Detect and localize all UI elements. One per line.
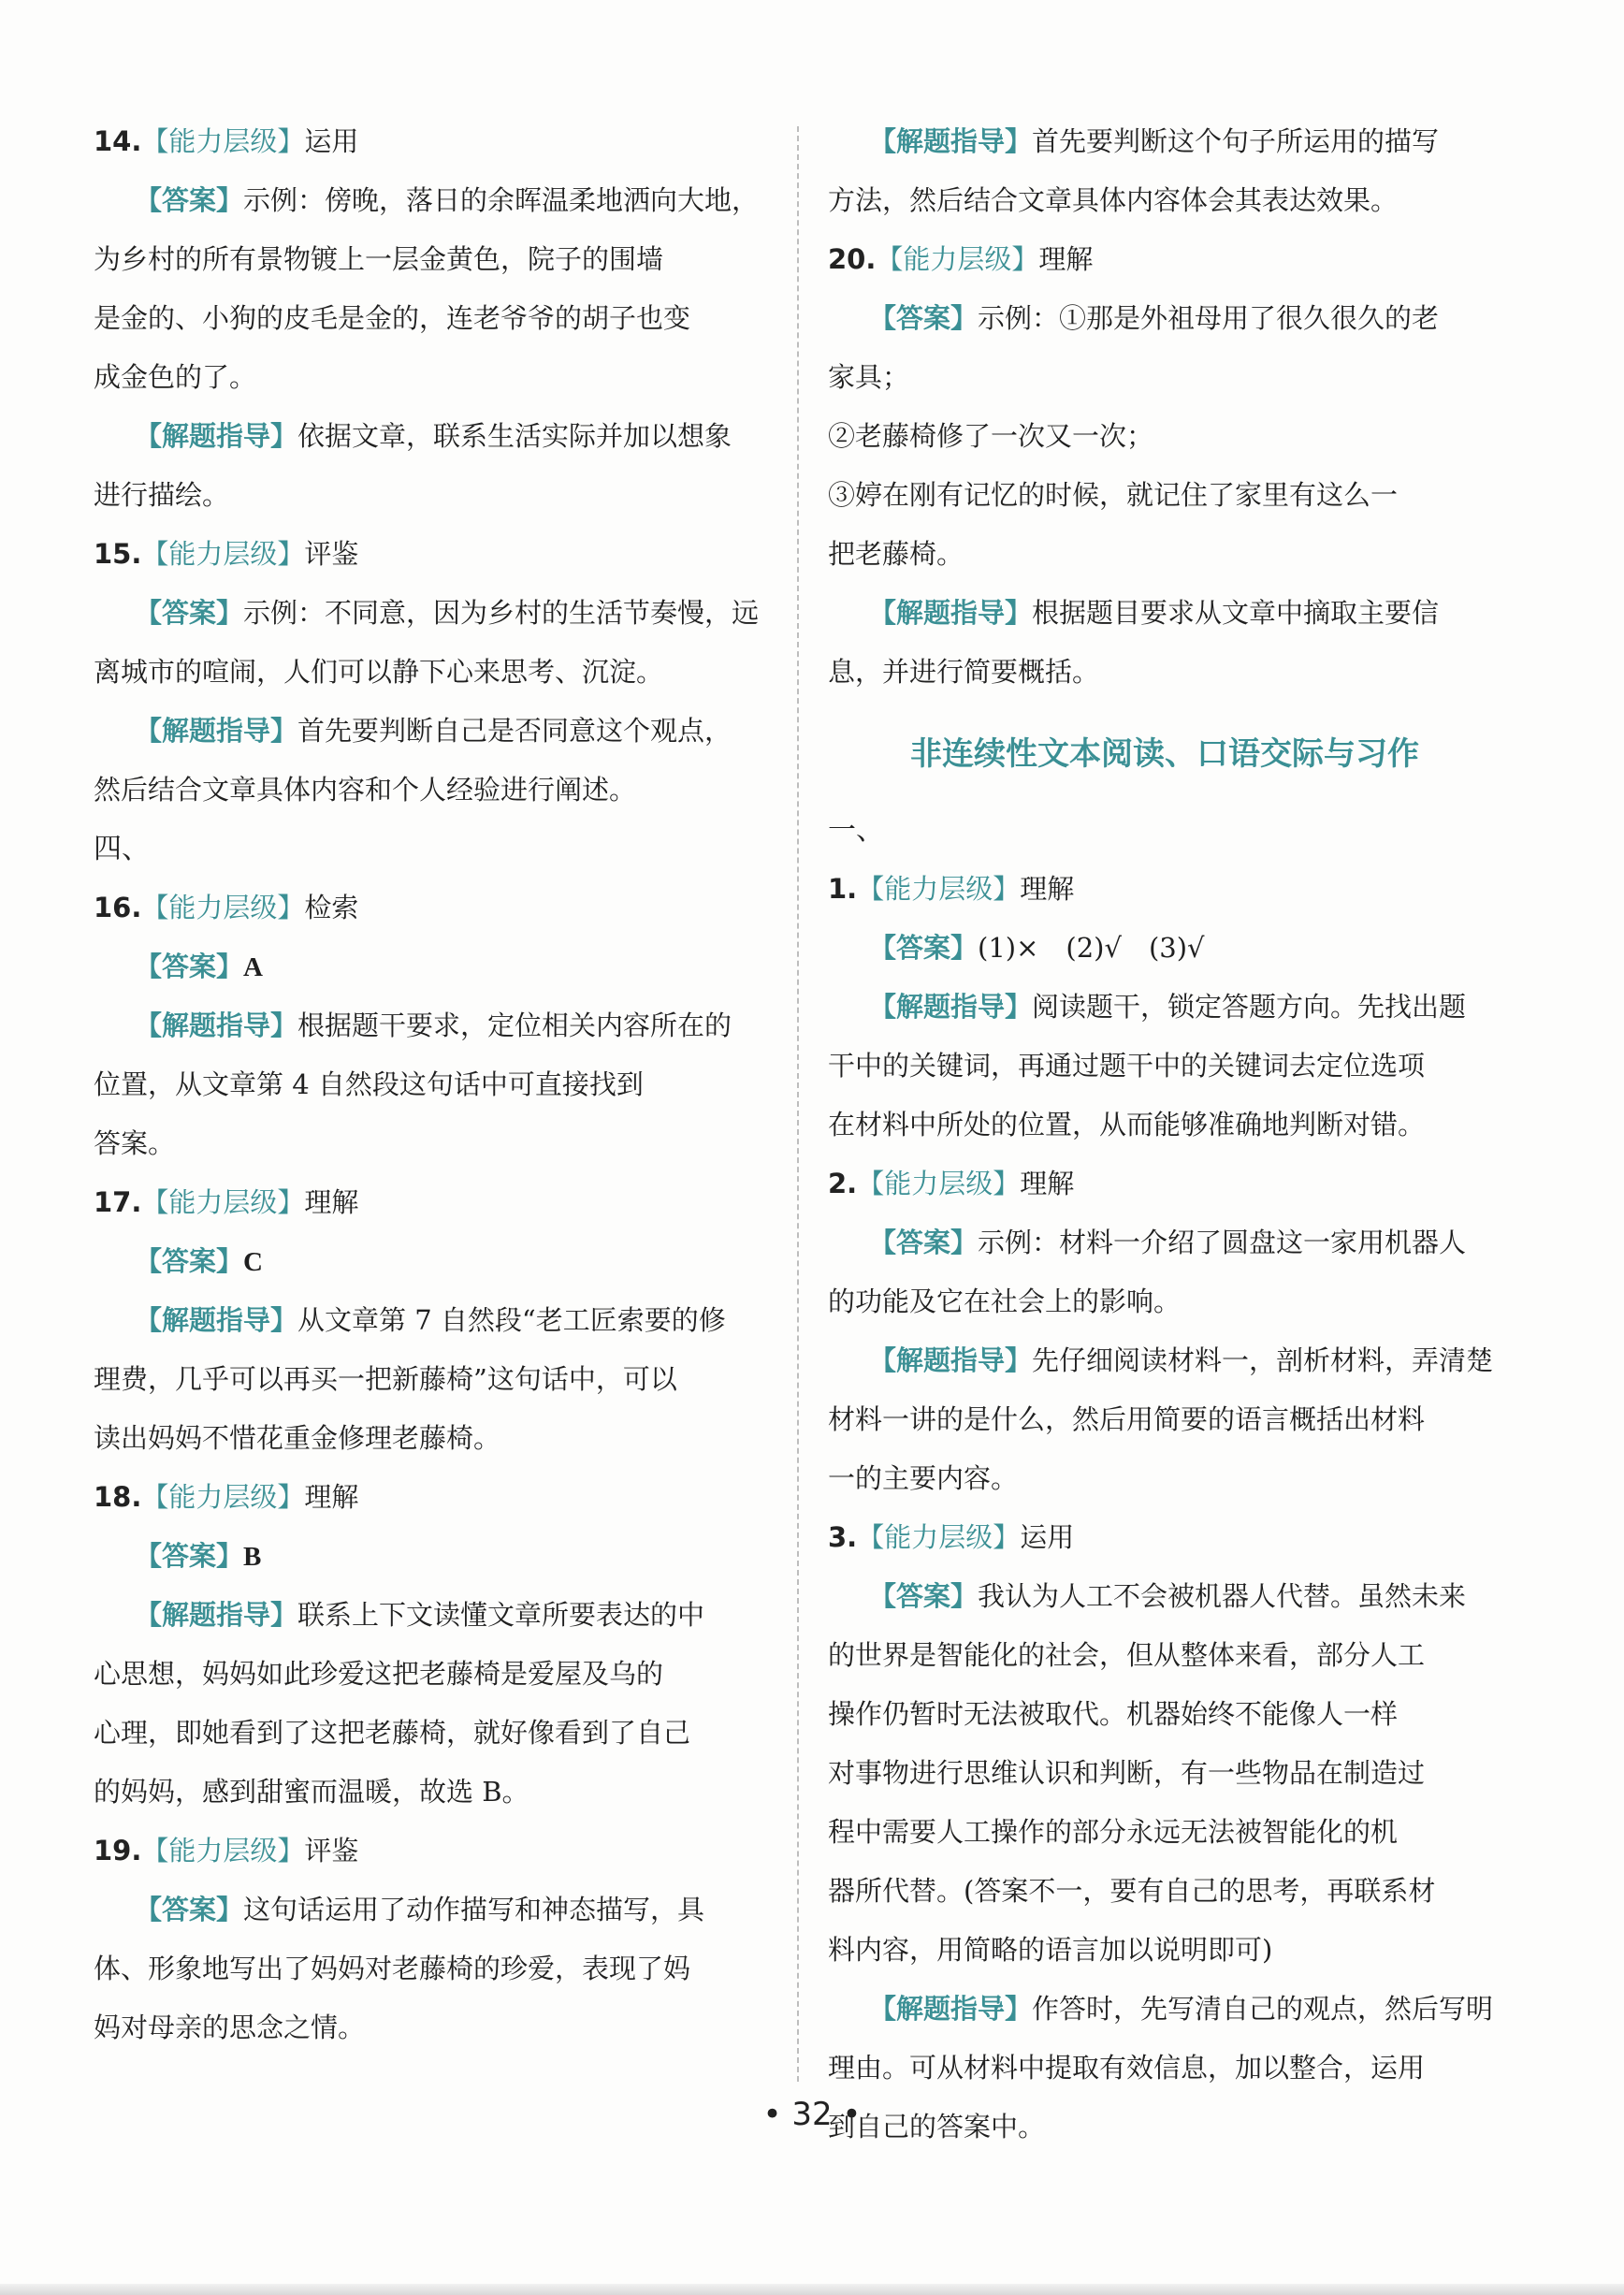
level-tag: 【能力层级】 bbox=[857, 873, 1021, 905]
level-tag: 【能力层级】 bbox=[141, 1481, 305, 1513]
question-16 bbox=[94, 879, 767, 1173]
answer-line: 的功能及它在社会上的影响。 bbox=[828, 1285, 1182, 1317]
answer-line: 是金的、小狗的皮毛是金的，连老爷爷的胡子也变 bbox=[94, 302, 691, 334]
answer-tag: 【答案】 bbox=[869, 932, 979, 964]
guide-line: 心思想，妈妈如此珍爱这把老藤椅是爱屋及乌的 bbox=[94, 1658, 664, 1690]
guide-line bbox=[828, 978, 1501, 1037]
answer-line bbox=[94, 1232, 767, 1291]
guide-line bbox=[828, 584, 1501, 643]
answer-line: 离城市的喧闹，人们可以静下心来思考、沉淀。 bbox=[94, 656, 664, 688]
question-14 bbox=[94, 112, 767, 525]
guide-line: 材料一讲的是什么，然后用简要的语言概括出材料 bbox=[828, 1403, 1426, 1435]
answer-line: 妈对母亲的思念之情。 bbox=[94, 2012, 366, 2043]
section-heading: 一、 bbox=[828, 814, 884, 847]
answer-line bbox=[828, 919, 1501, 978]
answer-line: 为乡村的所有景物镀上一层金黄色，院子的围墙 bbox=[94, 243, 664, 275]
answer-line: ③婷在刚有记忆的时候，就记住了家里有这么一 bbox=[828, 479, 1399, 511]
level-value: 检索 bbox=[304, 892, 359, 923]
section-heading: 四、 bbox=[94, 833, 150, 865]
answer-line: 家具； bbox=[828, 361, 910, 393]
level-tag: 【能力层级】 bbox=[141, 538, 305, 570]
level-value: 理解 bbox=[304, 1186, 359, 1218]
level-tag: 【能力层级】 bbox=[141, 892, 305, 923]
guide-line: 干中的关键词，再通过题干中的关键词去定位选项 bbox=[828, 1050, 1426, 1082]
question-header bbox=[94, 112, 767, 171]
answer-line: ②老藤椅修了一次又一次； bbox=[828, 420, 1154, 452]
question-number: 15. bbox=[94, 538, 142, 570]
answer-line: 器所代替。(答案不一，要有自己的思考，再联系材 bbox=[828, 1875, 1436, 1907]
answer-choice: C bbox=[243, 1247, 263, 1277]
answer-line bbox=[828, 1567, 1501, 1626]
level-value: 理解 bbox=[304, 1481, 359, 1513]
guide-text: 阅读题干，锁定答题方向。先找出题 bbox=[1032, 991, 1467, 1023]
answer-text: 示例：傍晚，落日的余晖温柔地洒向大地， bbox=[243, 184, 760, 216]
answer-tag: 【答案】 bbox=[135, 951, 244, 982]
guide-text: 联系上下文读懂文章所要表达的中 bbox=[297, 1599, 705, 1631]
guide-line bbox=[94, 1291, 767, 1350]
question-r3 bbox=[828, 1508, 1501, 2157]
guide-line: 理由。可从材料中提取有效信息，加以整合，运用 bbox=[828, 2052, 1426, 2084]
guide-tag: 【解题指导】 bbox=[135, 1599, 298, 1631]
answer-tag: 【答案】 bbox=[135, 597, 244, 629]
question-number: 16. bbox=[94, 892, 142, 923]
section-title: 非连续性文本阅读、口语交际与习作 bbox=[910, 735, 1419, 773]
guide-tag: 【解题指导】 bbox=[869, 597, 1033, 629]
right-column bbox=[828, 112, 1501, 2157]
question-header bbox=[828, 230, 1501, 289]
question-header bbox=[828, 1508, 1501, 1567]
answer-tag: 【答案】 bbox=[869, 1227, 979, 1258]
level-value: 评鉴 bbox=[304, 1835, 359, 1867]
answer-line bbox=[94, 171, 767, 230]
question-header bbox=[828, 860, 1501, 919]
answer-tag: 【答案】 bbox=[135, 1894, 244, 1925]
guide-text: 作答时，先写清自己的观点，然后写明 bbox=[1032, 1993, 1494, 2025]
guide-line: 息，并进行简要概括。 bbox=[828, 656, 1100, 688]
question-number: 2. bbox=[828, 1168, 858, 1199]
answer-text: 我认为人工不会被机器人代替。虽然未来 bbox=[978, 1580, 1467, 1612]
guide-line bbox=[94, 702, 767, 761]
guide-text: 根据题目要求从文章中摘取主要信 bbox=[1032, 597, 1440, 629]
level-tag: 【能力层级】 bbox=[141, 125, 305, 157]
level-tag: 【能力层级】 bbox=[141, 1835, 305, 1867]
answer-text: 示例：材料一介绍了圆盘这一家用机器人 bbox=[978, 1227, 1467, 1258]
question-number: 17. bbox=[94, 1186, 142, 1218]
bottom-edge-shadow bbox=[0, 2284, 1624, 2295]
question-header bbox=[828, 1155, 1501, 1213]
guide-text: 先仔细阅读材料一，剖析材料，弄清楚 bbox=[1032, 1344, 1494, 1376]
guide-line: 进行描绘。 bbox=[94, 479, 230, 511]
guide-line: 理费，几乎可以再买一把新藤椅”这句话中，可以 bbox=[94, 1363, 677, 1395]
guide-tag: 【解题指导】 bbox=[869, 1344, 1033, 1376]
guide-tag: 【解题指导】 bbox=[135, 1304, 298, 1336]
guide-line bbox=[828, 1331, 1501, 1390]
level-tag: 【能力层级】 bbox=[141, 1186, 305, 1218]
answer-line bbox=[828, 1213, 1501, 1272]
guide-line: 方法，然后结合文章具体内容体会其表达效果。 bbox=[828, 184, 1399, 216]
level-value: 理解 bbox=[1038, 243, 1094, 275]
guide-tag: 【解题指导】 bbox=[869, 125, 1033, 157]
question-19 bbox=[94, 1822, 767, 2057]
answer-text: 示例：不同意，因为乡村的生活节奏慢，远 bbox=[243, 597, 760, 629]
guide-line bbox=[94, 407, 767, 466]
level-tag: 【能力层级】 bbox=[876, 243, 1039, 275]
answer-text: (1)× (2)√ (3)√ bbox=[978, 932, 1205, 964]
question-18 bbox=[94, 1468, 767, 1822]
question-number: 14. bbox=[94, 125, 142, 157]
question-r1 bbox=[828, 860, 1501, 1155]
guide-line: 答案。 bbox=[94, 1127, 176, 1159]
answer-line: 体、形象地写出了妈妈对老藤椅的珍爱，表现了妈 bbox=[94, 1953, 691, 1984]
answer-line: 程中需要人工操作的部分永远无法被智能化的机 bbox=[828, 1816, 1399, 1848]
question-header bbox=[94, 525, 767, 584]
answer-text: 示例：①那是外祖母用了很久很久的老 bbox=[978, 302, 1440, 334]
answer-text: 这句话运用了动作描写和神态描写，具 bbox=[243, 1894, 705, 1925]
question-19-guide bbox=[828, 112, 1501, 230]
guide-line: 然后结合文章具体内容和个人经验进行阐述。 bbox=[94, 774, 637, 806]
answer-choice: B bbox=[243, 1542, 262, 1572]
question-header bbox=[94, 879, 767, 937]
answer-line bbox=[828, 289, 1501, 348]
answer-line: 对事物进行思维认识和判断，有一些物品在制造过 bbox=[828, 1757, 1426, 1789]
guide-text: 首先要判断这个句子所运用的描写 bbox=[1032, 125, 1440, 157]
guide-line bbox=[828, 1980, 1501, 2039]
guide-tag: 【解题指导】 bbox=[869, 991, 1033, 1023]
guide-text: 依据文章，联系生活实际并加以想象 bbox=[297, 420, 732, 452]
guide-line bbox=[94, 996, 767, 1055]
guide-line: 心理，即她看到了这把老藤椅，就好像看到了自己 bbox=[94, 1717, 691, 1749]
answer-line bbox=[94, 937, 767, 996]
question-header bbox=[94, 1822, 767, 1881]
answer-line: 操作仍暂时无法被取代。机器始终不能像人一样 bbox=[828, 1698, 1399, 1730]
guide-line: 位置，从文章第 4 自然段这句话中可直接找到 bbox=[94, 1068, 644, 1100]
level-value: 理解 bbox=[1020, 873, 1075, 905]
page-number: • 32 • bbox=[762, 2096, 862, 2133]
question-15 bbox=[94, 525, 767, 820]
answer-line bbox=[94, 584, 767, 643]
guide-line: 在材料中所处的位置，从而能够准确地判断对错。 bbox=[828, 1109, 1426, 1140]
answer-line: 把老藤椅。 bbox=[828, 538, 964, 570]
answer-tag: 【答案】 bbox=[869, 1580, 979, 1612]
level-tag: 【能力层级】 bbox=[857, 1168, 1021, 1199]
guide-tag: 【解题指导】 bbox=[135, 420, 298, 452]
guide-tag: 【解题指导】 bbox=[135, 1010, 298, 1041]
question-17 bbox=[94, 1173, 767, 1468]
answer-tag: 【答案】 bbox=[135, 1245, 244, 1277]
question-number: 20. bbox=[828, 243, 877, 275]
answer-tag: 【答案】 bbox=[135, 184, 244, 216]
guide-line: 读出妈妈不惜花重金修理老藤椅。 bbox=[94, 1422, 501, 1454]
answer-tag: 【答案】 bbox=[869, 302, 979, 334]
level-value: 运用 bbox=[304, 125, 359, 157]
question-number: 1. bbox=[828, 873, 858, 905]
column-divider bbox=[797, 126, 799, 2082]
guide-tag: 【解题指导】 bbox=[135, 715, 298, 747]
question-number: 18. bbox=[94, 1481, 142, 1513]
answer-line: 成金色的了。 bbox=[94, 361, 257, 393]
question-r2 bbox=[828, 1155, 1501, 1508]
answer-line: 的世界是智能化的社会，但从整体来看，部分人工 bbox=[828, 1639, 1426, 1671]
guide-text: 首先要判断自己是否同意这个观点， bbox=[297, 715, 732, 747]
guide-line bbox=[94, 1586, 767, 1645]
level-value: 运用 bbox=[1020, 1521, 1075, 1553]
guide-tag: 【解题指导】 bbox=[869, 1993, 1033, 2025]
answer-choice: A bbox=[243, 952, 263, 982]
question-number: 3. bbox=[828, 1521, 858, 1553]
answer-tag: 【答案】 bbox=[135, 1540, 244, 1572]
answer-line bbox=[94, 1881, 767, 1939]
guide-text: 从文章第 7 自然段“老工匠索要的修 bbox=[297, 1304, 726, 1336]
level-value: 评鉴 bbox=[304, 538, 359, 570]
answer-line: 料内容，用简略的语言加以说明即可) bbox=[828, 1934, 1273, 1966]
question-number: 19. bbox=[94, 1835, 142, 1867]
level-value: 理解 bbox=[1020, 1168, 1075, 1199]
guide-line: 到自己的答案中。 bbox=[828, 2111, 1046, 2142]
guide-line bbox=[828, 112, 1501, 171]
answer-line bbox=[94, 1527, 767, 1586]
left-column bbox=[94, 112, 767, 2057]
question-header bbox=[94, 1468, 767, 1527]
guide-line: 一的主要内容。 bbox=[828, 1462, 1019, 1494]
guide-text: 根据题干要求，定位相关内容所在的 bbox=[297, 1010, 732, 1041]
guide-line: 的妈妈，感到甜蜜而温暖，故选 B。 bbox=[94, 1776, 529, 1808]
question-20 bbox=[828, 230, 1501, 702]
level-tag: 【能力层级】 bbox=[857, 1521, 1021, 1553]
question-header bbox=[94, 1173, 767, 1232]
